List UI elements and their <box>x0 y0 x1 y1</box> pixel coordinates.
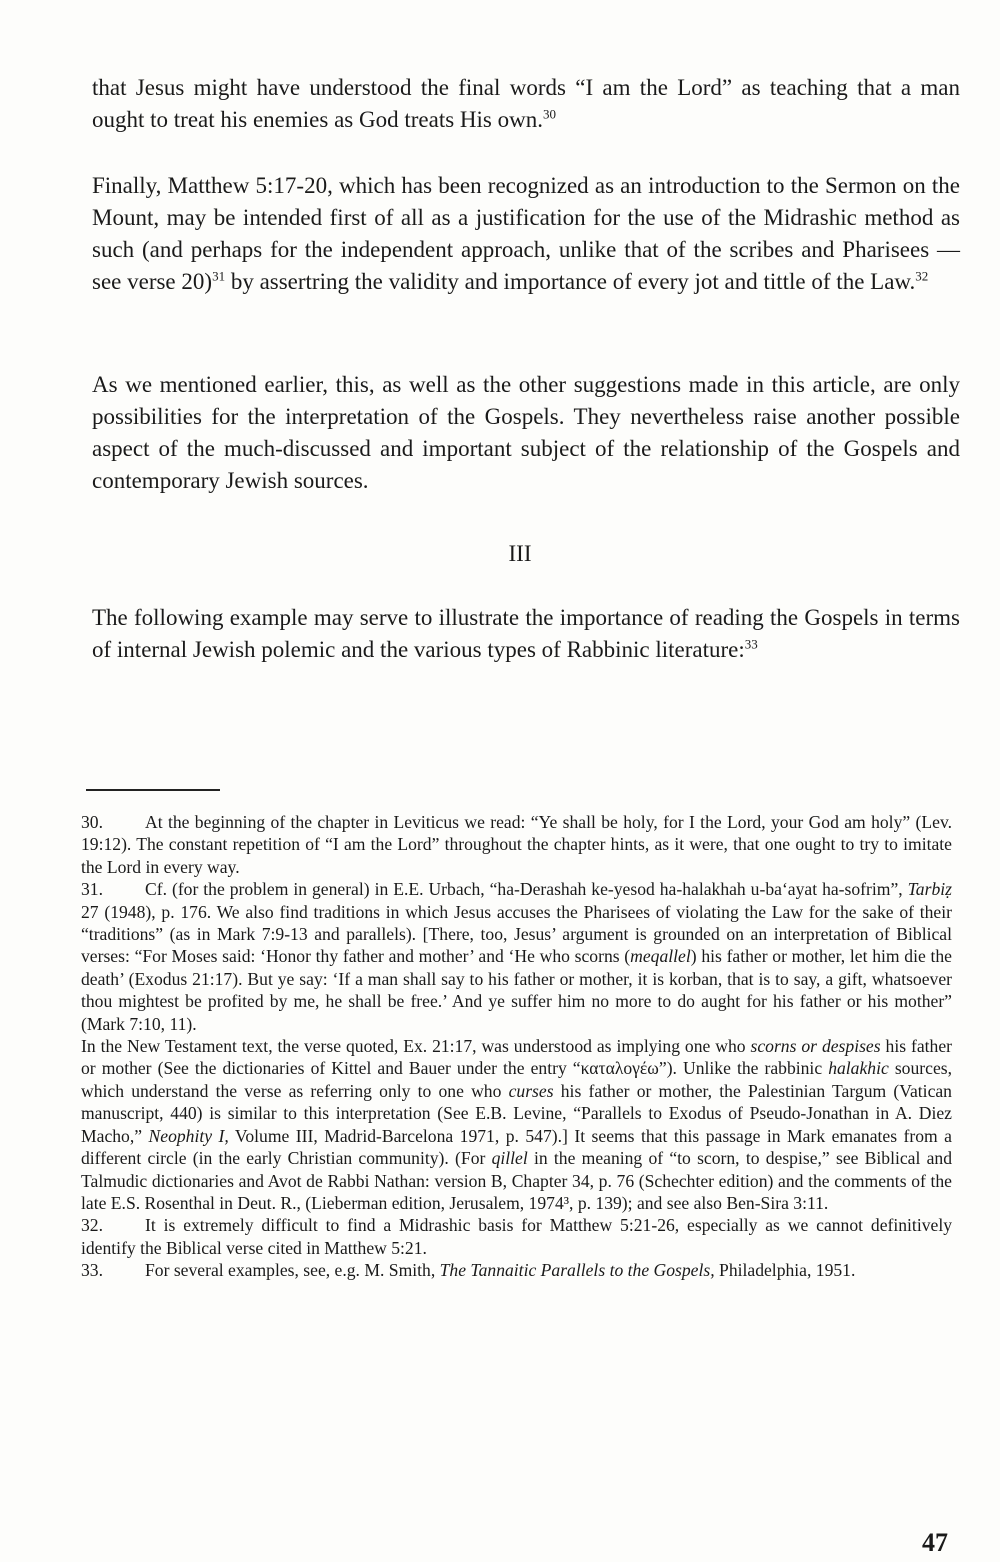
footnote-number: 31. <box>81 879 103 900</box>
footnote-number: 32. <box>81 1215 103 1236</box>
paragraph-3: As we mentioned earlier, this, as well as the other suggestions made in this article, are only possibilities for the interpretation of the Gospels. They nevertheless raise another possible aspect of the much-discussed and important subject of the relationship of the Gospels and contemporary Jewish sources. <box>92 372 960 493</box>
section-heading: III <box>508 541 532 566</box>
footnote-31: 31. Cf. (for the problem in general) in E.E. Urbach, “ha-Derashah ke-yesod ha-halakhah u-ba‘ayat ha-sofrim”, Tarbiẓ 27 (1948), p. 176. We also find traditions in which Jesus accuses the Pharisees of violating the Law for the sake of their “traditions” (as in Mark 7:9-13 and parallels). [There, too, Jesus’ argument is grounded on an interpretation of Biblical verses: “For Moses said: ‘Honor thy father and mother’ and ‘He who scorns (meqallel) his father or mother, let him die the death’ (Exodus 21:17). But ye say: ‘If a man shall say to his father or mother, it is korban, that is to say, a gift, whatsoever thou mightest be profited by me, he shall be free.’ And ye suffer him no more to do aught for his father or his mother” (Mark 7:10, 11). <box>81 879 952 1034</box>
page-number: 47 <box>922 1528 948 1557</box>
footnote-separator <box>86 789 220 791</box>
footnote-number: 30. <box>81 812 103 832</box>
footnote-33: 33. For several examples, see, e.g. M. Smith, The Tannaitic Parallels to the Gospels, Philadelphia, 1951. <box>81 1260 856 1281</box>
footnotes <box>81 811 952 1282</box>
footnote-32: 32. It is extremely difficult to find a Midrashic basis for Matthew 5:21-26, especially as we cannot definitively identify the Biblical verse cited in Matthew 5:21. <box>81 1215 952 1258</box>
paragraph-1: that Jesus might have understood the final words “I am the Lord” as teaching that a man ought to treat his enemies as God treats His own.$^{30}$ <box>92 75 960 132</box>
footnote-30: 30. At the beginning of the chapter in Leviticus we read: “Ye shall be holy, for I the Lord, your God am holy” (Lev. 19:12). The constant repetition of “I am the Lord” throughout the chapter hints, as it were, that one ought to try to imitate the Lord in every way. <box>81 812 952 877</box>
paragraph-4: The following example may serve to illustrate the importance of reading the Gospels in terms of internal Jewish polemic and the various types of Rabbinic literature:$^{33}$ <box>92 605 960 662</box>
footnote-number: 33. <box>81 1260 103 1281</box>
paragraph-2: Finally, Matthew 5:17-20, which has been recognized as an introduction to the Sermon on the Mount, may be intended first of all as a justification for the use of the Midrashic method as such (and perhaps for the independent approach, unlike that of the scribes and Pharisees — see verse 20)$^{31}$ by assertring the validity and importance of every jot and tittle of the Law.$^{32}$ <box>92 173 960 294</box>
footnote-ref-32: 32 <box>915 268 929 284</box>
footnote-31-continued: In the New Testament text, the verse quoted, Ex. 21:17, was understood as implying one who scorns or despises his father or mother (See the dictionaries of Kittel and Bauer under the entry “καταλογέω”). Unlike the rabbinic halakhic sources, which understand the verse as referring only to one who curses his father or mother, the Palestinian Targum (Vatican manuscript, 440) is similar to this interpretation (See E.B. Levine, “Parallels to Exodus of Pseudo-Jonathan in A. Diez Macho,” Neophity I, Volume III, Madrid-Barcelona 1971, p. 547).] It seems that this passage in Mark emanates from a different circle (in the early Christian community). (For qillel in the meaning of “to scorn, to despise,” see Biblical and Talmudic dictionaries and Avot de Rabbi Nathan: version B, Chapter 34, p. 76 (Schechter edition) and the comments of the late E.S. Rosenthal in Deut. R., (Lieberman edition, Jerusalem, 1974³, p. 139); and see also Ben-Sira 3:11. <box>81 1036 953 1213</box>
footnote-ref-30: 30 <box>542 106 556 122</box>
footnote-ref-31: 31 <box>212 268 226 284</box>
footnote-ref-33: 33 <box>744 636 758 652</box>
